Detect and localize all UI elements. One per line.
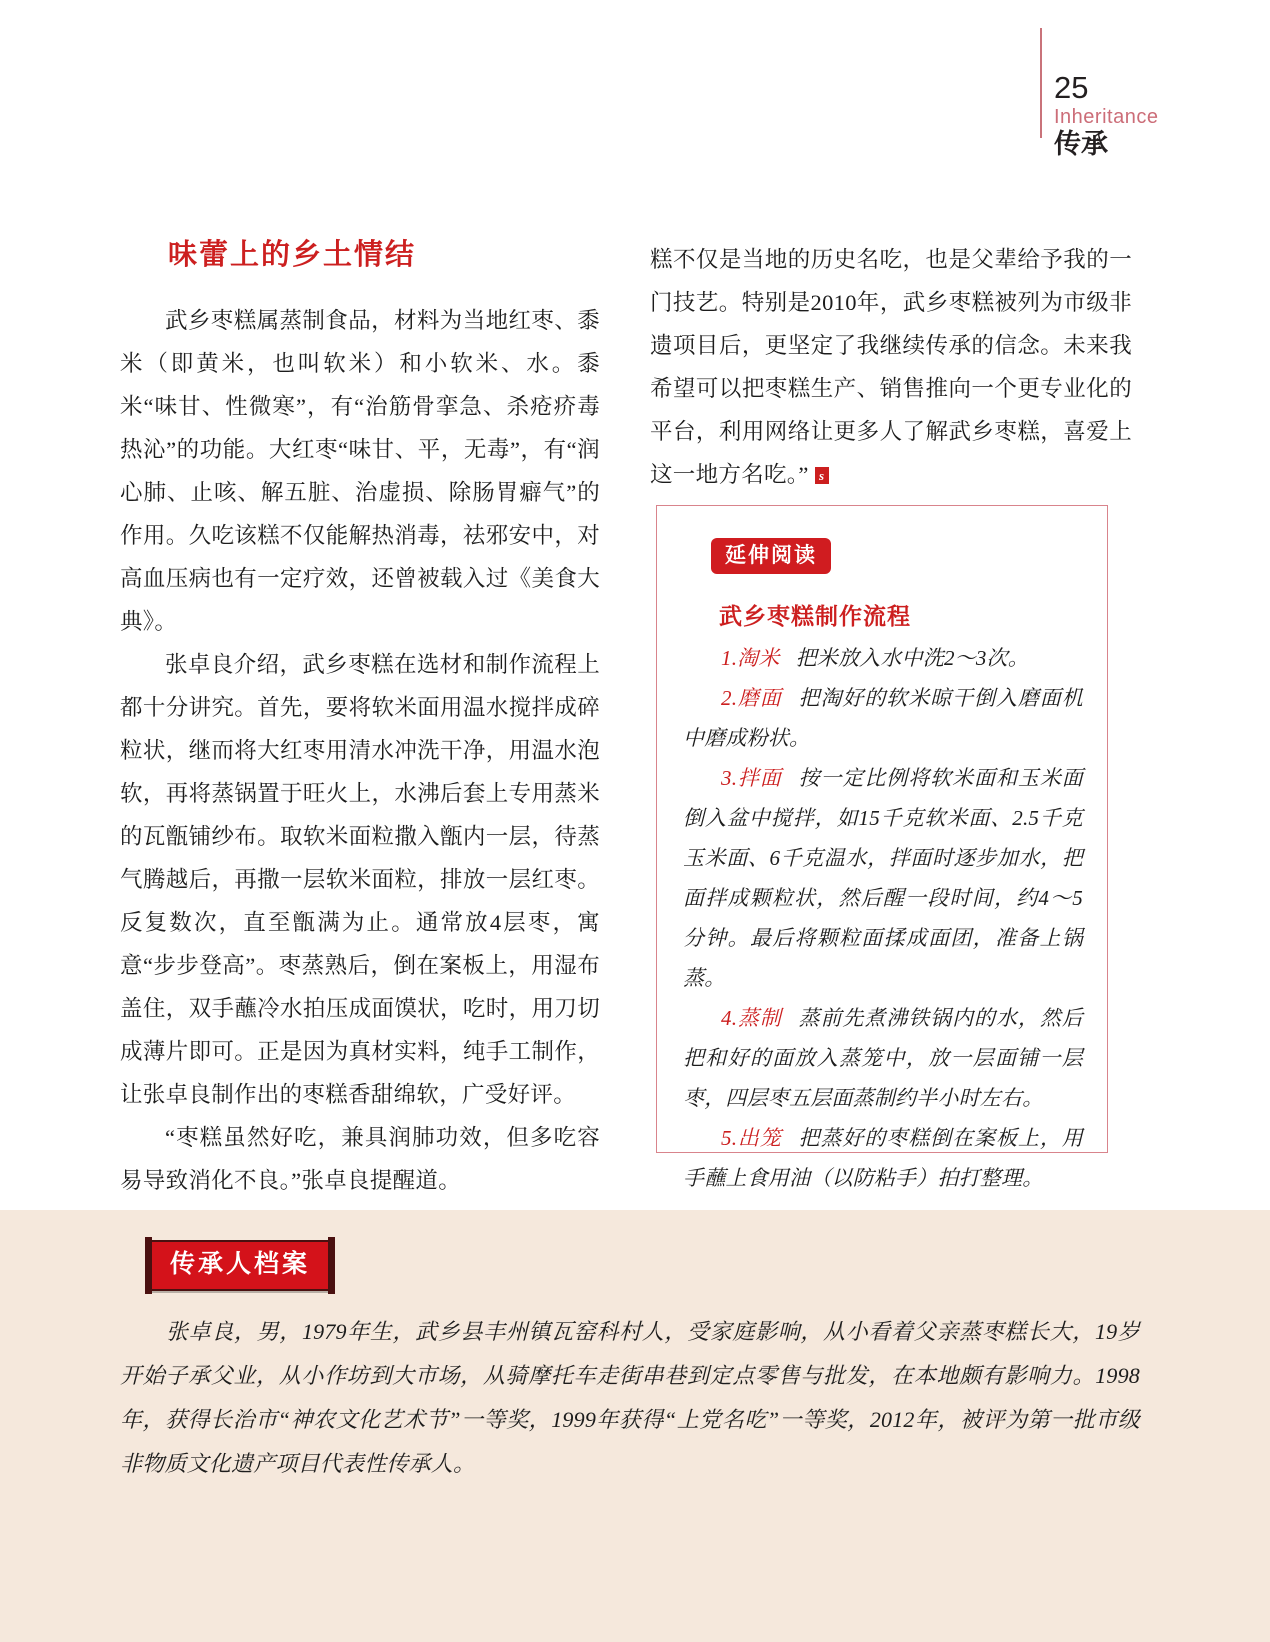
article-paragraph: 武乡枣糕属蒸制食品，材料为当地红枣、黍米（即黄米，也叫软米）和小软米、水。黍米“味甘、性微寒”，有“治筋骨挛急、杀疮疥毒热沁”的功能。大红枣“味甘、平，无毒”，有“润心肺、止咳、解五脏、治虚损、除肠胃癖气”的作用。久吃该糕不仅能解热消毒，祛邪安中，对高血压病也有一定疗效，还曾被载入过《美食大典》。	[120, 307, 600, 634]
recipe-step-text: 蒸前先煮沸铁锅内的水，然后把和好的面放入蒸笼中，放一层面铺一层枣，四层枣五层面蒸制约半小时左右。	[683, 1005, 1083, 1110]
extended-reading-box	[656, 505, 1108, 1190]
recipe-step-text: 把米放入水中洗2～3次。	[795, 645, 1029, 670]
recipe-step-text: 把淘好的软米晾干倒入磨面机中磨成粉状。	[683, 685, 1083, 750]
recipe-step	[683, 678, 1083, 758]
section-label-english: Inheritance	[1054, 106, 1159, 128]
recipe-step-label: 5.出笼	[721, 1125, 782, 1150]
recipe-step-text: 把蒸好的枣糕倒在案板上，用手蘸上食用油（以防粘手）拍打整理。	[683, 1125, 1083, 1190]
section-label-chinese: 传承	[1054, 129, 1108, 159]
page-header	[1040, 28, 1240, 159]
recipe-step	[683, 758, 1083, 998]
recipe-title: 武乡枣糕制作流程	[719, 603, 911, 629]
article-right-column	[650, 238, 1132, 496]
article-left-column	[120, 238, 600, 1245]
article-title: 味蕾上的乡土情结	[168, 239, 417, 271]
recipe-step-label: 2.磨面	[721, 685, 782, 710]
recipe-step-text: 按一定比例将软米面和玉米面倒入盆中搅拌，如15千克软米面、2.5千克玉米面、6千克温水，拌面时逐步加水，把面拌成颗粒状，然后醒一段时间，约4～5分钟。最后将颗粒面揉成面团，准备上锅蒸。	[683, 765, 1083, 990]
recipe-step-label: 1.淘米	[721, 645, 780, 670]
inheritor-biography: 张卓良，男，1979年生，武乡县丰州镇瓦窑科村人，受家庭影响，从小看着父亲蒸枣糕长大，19岁开始子承父业，从小作坊到大市场，从骑摩托车走街串巷到定点零售与批发，在本地颇有影响力。1998年，获得长治市“神农文化艺术节”一等奖，1999年获得“上党名吃”一等奖，2012年，被评为第一批市级非物质文化遗产项目代表性传承人。	[120, 1319, 1140, 1476]
recipe-step	[683, 1118, 1083, 1198]
article-paragraph: 张卓良介绍，武乡枣糕在选材和制作流程上都十分讲究。首先，要将软米面用温水搅拌成碎粒状，继而将大红枣用清水冲洗干净，用温水泡软，再将蒸锅置于旺火上，水沸后套上专用蒸米的瓦甑铺纱布。取软米面粒撒入甑内一层，待蒸气腾越后，再撒一层软米面粒，排放一层红枣。反复数次，直至甑满为止。通常放4层枣，寓意“步步登高”。枣蒸熟后，倒在案板上，用湿布盖住，双手蘸冷水拍压成面馍状，吃时，用刀切成薄片即可。正是因为真材实料，纯手工制作，让张卓良制作出的枣糕香甜绵软，广受好评。	[120, 651, 600, 1107]
recipe-step	[683, 998, 1083, 1118]
recipe-step-label: 3.拌面	[721, 765, 782, 790]
inheritor-badge-wrapper	[148, 1240, 332, 1291]
article-paragraph: “枣糕虽然好吃，兼具润肺功效，但多吃容易导致消化不良。”张卓良提醒道。	[120, 1124, 600, 1193]
extended-reading-content	[683, 602, 1083, 1198]
extended-reading-badge: 延伸阅读	[711, 538, 831, 574]
header-vertical-rule	[1040, 28, 1042, 138]
article-paragraph-continuation	[650, 238, 1132, 496]
page-number: 25	[1054, 70, 1089, 105]
recipe-step	[683, 638, 1083, 678]
recipe-step-label: 4.蒸制	[721, 1005, 782, 1030]
end-of-article-mark: s	[815, 467, 829, 484]
header-text-group	[1054, 72, 1158, 158]
inheritor-archive-badge: 传承人档案	[148, 1240, 332, 1291]
continuation-text: 糕不仅是当地的历史名吃，也是父辈给予我的一门技艺。特别是2010年，武乡枣糕被列为市级非遗项目后，更坚定了我继续传承的信念。未来我希望可以把枣糕生产、销售推向一个更专业化的平台，利用网络让更多人了解武乡枣糕，喜爱上这一地方名吃。”	[650, 247, 1132, 487]
